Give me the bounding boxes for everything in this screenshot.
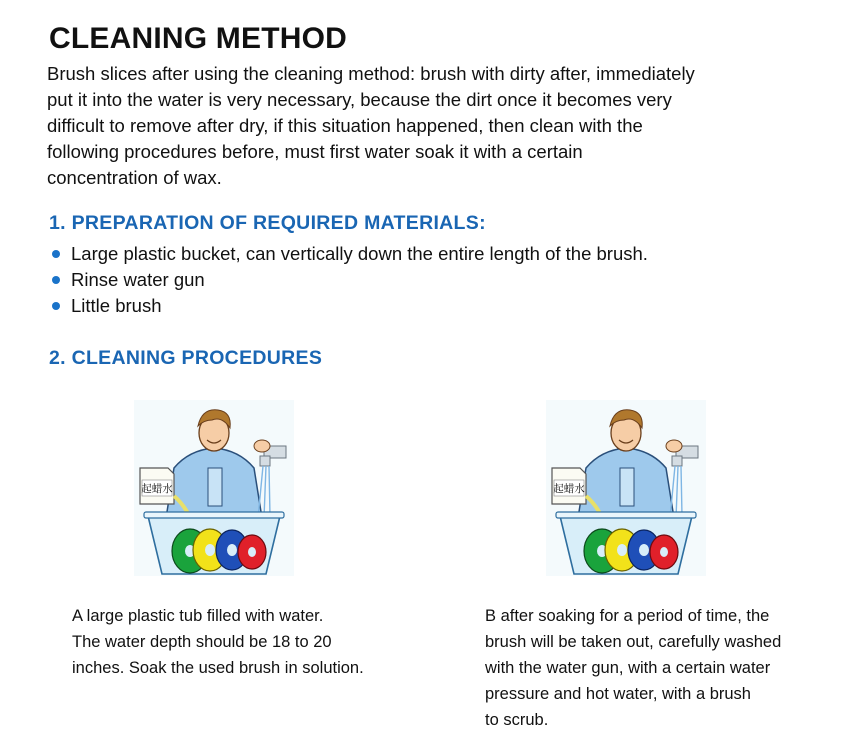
intro-line: put it into the water is very necessary, because the dirt once it becomes very — [47, 89, 672, 110]
list-item — [49, 241, 648, 267]
bottle-label: 起蜡水 — [553, 483, 585, 495]
intro-line: following procedures before, must first water soak it with a certain — [47, 141, 583, 162]
page-title: CLEANING METHOD — [49, 22, 347, 55]
cleaning-illustration-icon — [134, 398, 294, 578]
section-heading-materials: 1. PREPARATION OF REQUIRED MATERIALS: — [49, 212, 486, 234]
caption-line: A large plastic tub filled with water. — [72, 607, 324, 625]
list-item-text: Rinse water gun — [71, 269, 205, 290]
caption-line: B after soaking for a period of time, the — [485, 607, 770, 625]
brush-pads — [584, 529, 678, 573]
list-item-text: Large plastic bucket, can vertically down the entire length of the brush. — [71, 243, 648, 264]
intro-line: Brush slices after using the cleaning method: brush with dirty after, immediately — [47, 63, 695, 84]
caption-line: with the water gun, with a certain water — [485, 659, 771, 677]
procedure-caption-a — [72, 603, 364, 681]
bullet-icon — [52, 302, 60, 310]
intro-line: difficult to remove after dry, if this situation happened, then clean with the — [47, 115, 643, 136]
cleaning-illustration-icon — [546, 398, 706, 578]
bullet-icon — [52, 276, 60, 284]
caption-line: inches. Soak the used brush in solution. — [72, 659, 364, 677]
caption-line: brush will be taken out, carefully washed — [485, 633, 782, 651]
procedure-illustration-a — [134, 398, 294, 578]
caption-line: to scrub. — [485, 711, 549, 729]
caption-line: pressure and hot water, with a brush — [485, 685, 751, 703]
caption-line: The water depth should be 18 to 20 — [72, 633, 332, 651]
bottle-label: 起蜡水 — [141, 483, 173, 495]
intro-paragraph — [47, 61, 787, 191]
procedure-illustration-b — [546, 398, 706, 578]
brush-pads — [172, 529, 266, 573]
list-item — [49, 267, 648, 293]
intro-line: concentration of wax. — [47, 167, 222, 188]
section-heading-procedures: 2. CLEANING PROCEDURES — [49, 347, 323, 369]
list-item-text: Little brush — [71, 295, 162, 316]
procedure-caption-b — [485, 603, 781, 733]
bullet-icon — [52, 250, 60, 258]
materials-list — [49, 241, 648, 319]
list-item — [49, 293, 648, 319]
